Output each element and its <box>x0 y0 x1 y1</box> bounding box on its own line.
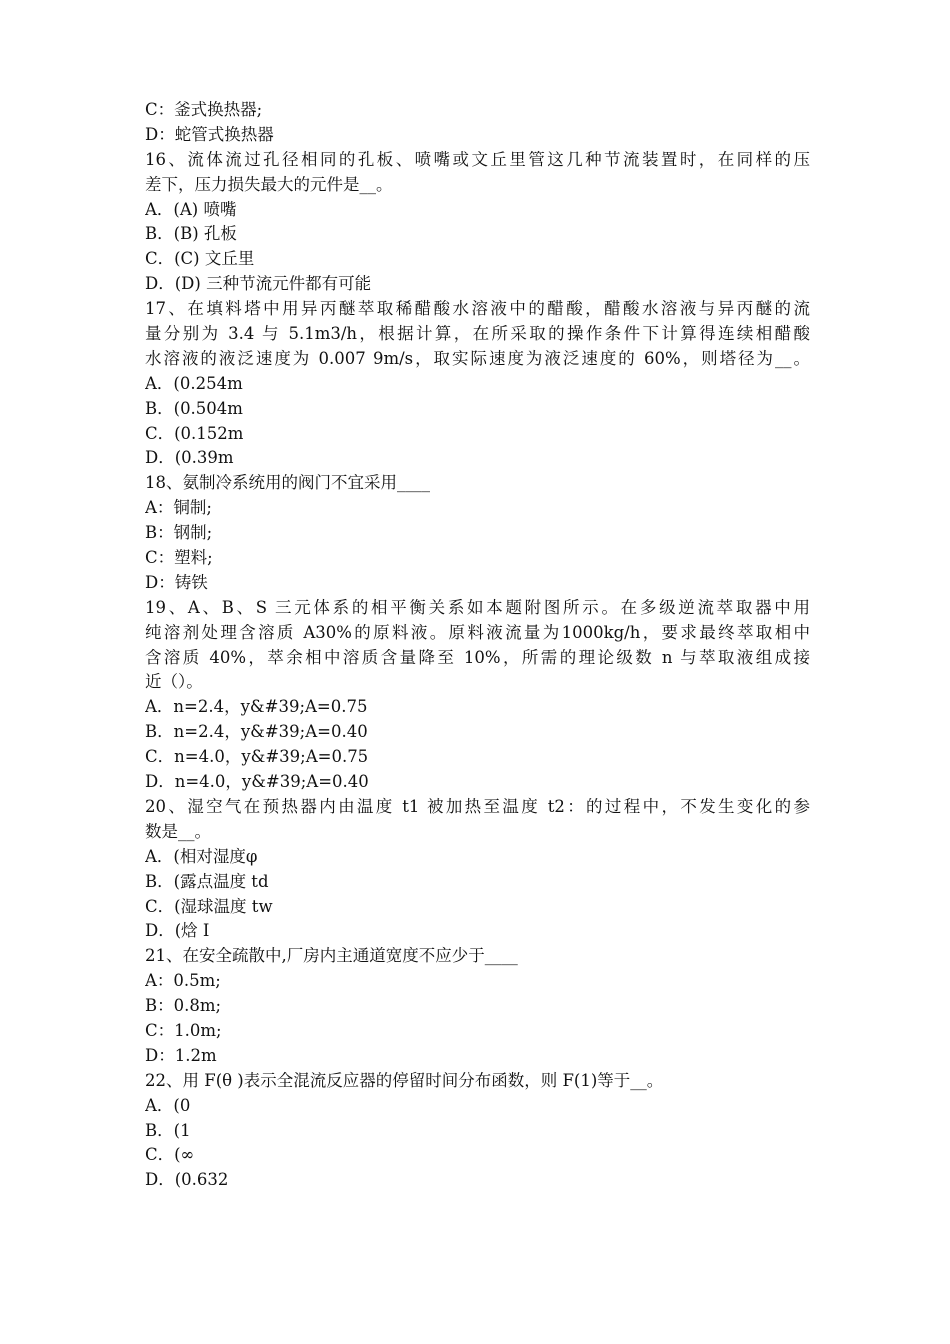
question-17-line: 量分别为 3.4 与 5.1m3/h，根据计算，在所采取的操作条件下计算得连续相醋酸 <box>145 324 810 344</box>
option-line: C．(0.152m <box>145 423 244 443</box>
option-line: B．(露点温度 td <box>145 871 269 891</box>
text-line: D：蛇管式换热器 <box>145 124 274 144</box>
question-19-line: 纯溶剂处理含溶质 A30%的原料液。原料液流量为1000kg/h，要求最终萃取相中 <box>145 622 810 642</box>
option-line: C．(湿球温度 tw <box>145 896 273 916</box>
option-line: A．(相对湿度φ <box>145 846 258 866</box>
option-line: A．(A) 喷嘴 <box>145 199 237 219</box>
option-line: D：1.2m <box>145 1045 217 1065</box>
question-20-line: 数是__。 <box>145 821 211 841</box>
option-line: A：0.5m; <box>145 971 221 991</box>
question-22-line: 22、用 F(θ )表示全混流反应器的停留时间分布函数，则 F(1)等于__。 <box>145 1070 664 1090</box>
question-19-line: 19、A、B、S 三元体系的相平衡关系如本题附图所示。在多级逆流萃取器中用 <box>145 597 810 617</box>
option-line: C．n=4.0，y&#39;A=0.75 <box>145 747 369 767</box>
option-line: B．(1 <box>145 1120 191 1140</box>
option-line: A．(0 <box>145 1095 191 1115</box>
option-line: A．n=2.4，y&#39;A=0.75 <box>145 697 368 717</box>
option-line: B：0.8m; <box>145 996 222 1016</box>
question-19-line: 近（）。 <box>145 672 203 692</box>
question-17-line: 17、在填料塔中用异丙醚萃取稀醋酸水溶液中的醋酸，醋酸水溶液与异丙醚的流 <box>145 299 810 319</box>
question-19-line: 含溶质 40%，萃余相中溶质含量降至 10%，所需的理论级数 n 与萃取液组成接 <box>145 647 810 667</box>
option-line: C．(∞ <box>145 1145 195 1165</box>
option-line: B．(B) 孔板 <box>145 224 237 244</box>
option-line: D．(D) 三种节流元件都有可能 <box>145 274 372 294</box>
question-18-line: 18、氨制冷系统用的阀门不宜采用____ <box>145 473 430 493</box>
option-line: C：1.0m; <box>145 1020 222 1040</box>
document-page <box>145 98 810 1193</box>
option-line: A．(0.254m <box>145 373 243 393</box>
question-17-line: 水溶液的液泛速度为 0.007 9m/s，取实际速度为液泛速度的 60%，则塔径为__。 <box>145 348 810 368</box>
text-line: C：釜式换热器; <box>145 100 263 119</box>
option-line: D．(0.632 <box>145 1170 229 1190</box>
option-line: C：塑料; <box>145 548 213 568</box>
option-line: C．(C) 文丘里 <box>145 249 255 269</box>
question-16-line: 16、流体流过孔径相同的孔板、喷嘴或文丘里管这几种节流装置时，在同样的压 <box>145 149 810 169</box>
option-line: B：钢制; <box>145 523 213 543</box>
question-20-line: 20、湿空气在预热器内由温度 t1 被加热至温度 t2：的过程中，不发生变化的参 <box>145 796 810 816</box>
question-21-line: 21、在安全疏散中,厂房内主通道宽度不应少于____ <box>145 946 518 966</box>
option-line: D：铸铁 <box>145 572 208 592</box>
option-line: D．n=4.0，y&#39;A=0.40 <box>145 772 369 792</box>
question-16-line: 差下，压力损失最大的元件是__。 <box>145 174 393 194</box>
option-line: B．n=2.4，y&#39;A=0.40 <box>145 722 368 742</box>
option-line: A：铜制; <box>145 498 212 518</box>
option-line: B．(0.504m <box>145 398 243 418</box>
option-line: D．(焓 I <box>145 921 210 941</box>
option-line: D．(0.39m <box>145 448 234 468</box>
